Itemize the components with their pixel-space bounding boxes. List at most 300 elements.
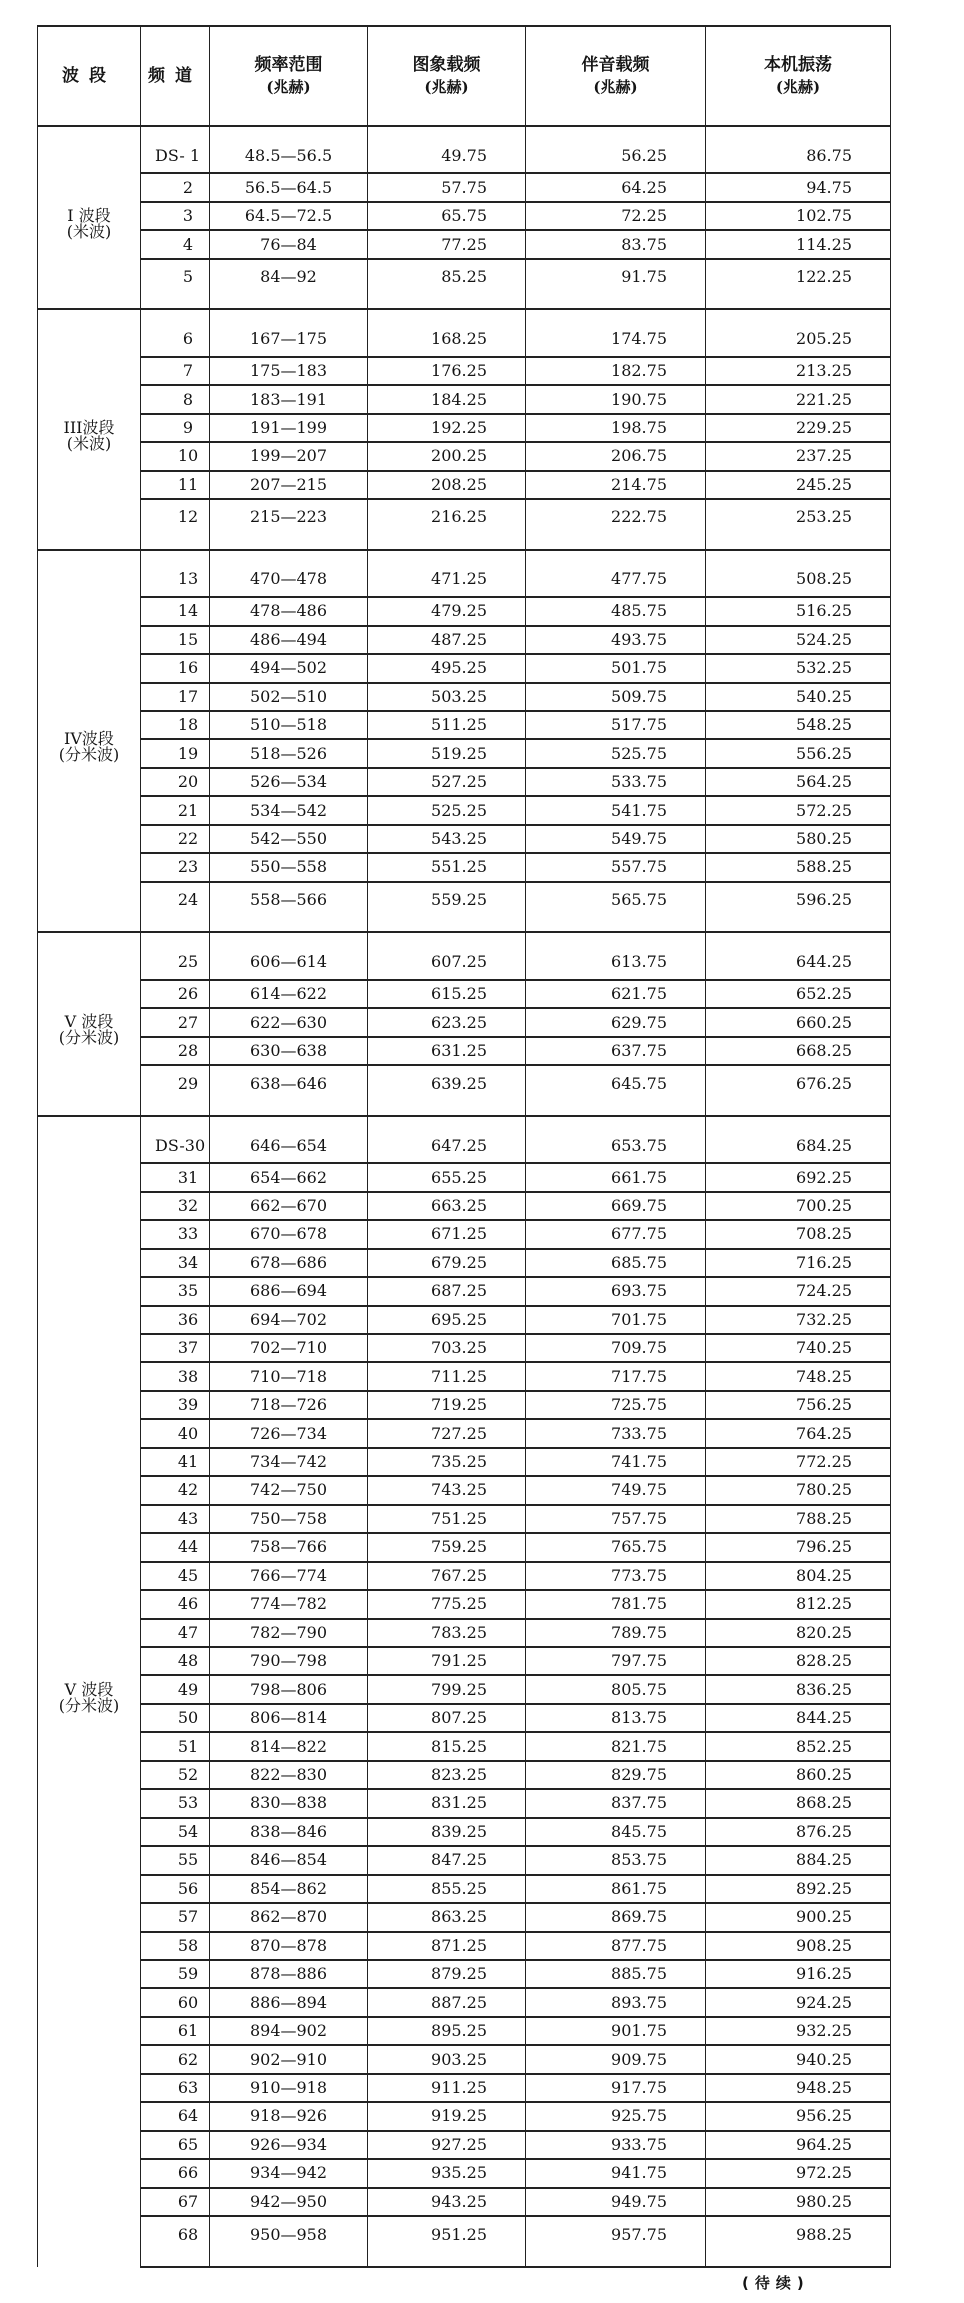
local-oscillator-cell: 924.25: [706, 1988, 891, 2016]
frequency-range-cell: 558—566: [210, 882, 368, 933]
channel-cell: 48: [141, 1647, 210, 1675]
picture-carrier-cell: 479.25: [368, 597, 526, 625]
frequency-range-cell: 56.5—64.5: [210, 173, 368, 201]
band-name: IV波段: [64, 729, 114, 749]
table-row: [38, 1789, 891, 1817]
channel-cell: 23: [141, 853, 210, 881]
channel-cell: DS- 1: [141, 126, 210, 173]
local-oscillator-cell: 748.25: [706, 1362, 891, 1390]
channel-cell: 13: [141, 550, 210, 597]
local-oscillator-cell: 820.25: [706, 1619, 891, 1647]
local-oscillator-cell: 852.25: [706, 1732, 891, 1760]
frequency-range-cell: 806—814: [210, 1704, 368, 1732]
local-oscillator-cell: 516.25: [706, 597, 891, 625]
channel-cell: 16: [141, 654, 210, 682]
channel-cell: 34: [141, 1249, 210, 1277]
band-wave-type: (米波): [66, 221, 112, 241]
frequency-range-cell: 750—758: [210, 1505, 368, 1533]
local-oscillator-cell: 892.25: [706, 1875, 891, 1903]
local-oscillator-cell: 844.25: [706, 1704, 891, 1732]
channel-cell: 31: [141, 1163, 210, 1191]
channel-cell: 64: [141, 2102, 210, 2130]
table-row: [38, 1163, 891, 1191]
header-band: 波段: [38, 26, 141, 126]
sound-carrier-cell: 493.75: [526, 626, 706, 654]
picture-carrier-cell: 759.25: [368, 1533, 526, 1561]
table-row: [38, 2159, 891, 2187]
picture-carrier-cell: 607.25: [368, 932, 526, 979]
frequency-range-cell: 76—84: [210, 230, 368, 258]
local-oscillator-cell: 245.25: [706, 471, 891, 499]
picture-carrier-cell: 85.25: [368, 259, 526, 310]
table-row: [38, 1590, 891, 1618]
sound-carrier-cell: 557.75: [526, 853, 706, 881]
local-oscillator-cell: 122.25: [706, 259, 891, 310]
table-row: [38, 683, 891, 711]
channel-cell: 59: [141, 1960, 210, 1988]
picture-carrier-cell: 839.25: [368, 1818, 526, 1846]
picture-carrier-cell: 77.25: [368, 230, 526, 258]
header-channel: 频道: [141, 26, 210, 126]
band-label: [38, 309, 141, 549]
band-label: [38, 932, 141, 1115]
table-row: [38, 2102, 891, 2130]
picture-carrier-cell: 727.25: [368, 1419, 526, 1447]
picture-carrier-cell: 855.25: [368, 1875, 526, 1903]
header-frequency-range: 频率范围 (兆赫): [210, 26, 368, 126]
channel-cell: 56: [141, 1875, 210, 1903]
band-group: [38, 932, 891, 1115]
sound-carrier-cell: 813.75: [526, 1704, 706, 1732]
sound-carrier-cell: 789.75: [526, 1619, 706, 1647]
picture-carrier-cell: 615.25: [368, 980, 526, 1008]
sound-carrier-cell: 733.75: [526, 1419, 706, 1447]
frequency-range-cell: 662—670: [210, 1192, 368, 1220]
picture-carrier-cell: 887.25: [368, 1988, 526, 2016]
frequency-range-cell: 175—183: [210, 357, 368, 385]
sound-carrier-cell: 845.75: [526, 1818, 706, 1846]
picture-carrier-cell: 695.25: [368, 1306, 526, 1334]
local-oscillator-cell: 956.25: [706, 2102, 891, 2130]
picture-carrier-cell: 527.25: [368, 768, 526, 796]
frequency-range-cell: 902—910: [210, 2045, 368, 2073]
frequency-range-cell: 526—534: [210, 768, 368, 796]
picture-carrier-cell: 49.75: [368, 126, 526, 173]
frequency-range-cell: 622—630: [210, 1008, 368, 1036]
local-oscillator-cell: 948.25: [706, 2074, 891, 2102]
sound-carrier-cell: 613.75: [526, 932, 706, 979]
table-row: [38, 2188, 891, 2216]
channel-cell: 39: [141, 1391, 210, 1419]
picture-carrier-cell: 903.25: [368, 2045, 526, 2073]
local-oscillator-cell: 114.25: [706, 230, 891, 258]
sound-carrier-cell: 222.75: [526, 499, 706, 550]
channel-cell: 61: [141, 2017, 210, 2045]
table-row: [38, 1818, 891, 1846]
frequency-range-cell: 199—207: [210, 442, 368, 470]
channel-cell: 21: [141, 796, 210, 824]
frequency-range-cell: 510—518: [210, 711, 368, 739]
frequency-range-cell: 191—199: [210, 414, 368, 442]
table-row: [38, 1619, 891, 1647]
picture-carrier-cell: 184.25: [368, 385, 526, 413]
table-row: [38, 1448, 891, 1476]
picture-carrier-cell: 743.25: [368, 1476, 526, 1504]
picture-carrier-cell: 703.25: [368, 1334, 526, 1362]
channel-cell: 53: [141, 1789, 210, 1817]
picture-carrier-cell: 735.25: [368, 1448, 526, 1476]
picture-carrier-cell: 911.25: [368, 2074, 526, 2102]
table-row: [38, 414, 891, 442]
frequency-range-cell: 822—830: [210, 1761, 368, 1789]
table-row: [38, 442, 891, 470]
sound-carrier-cell: 693.75: [526, 1277, 706, 1305]
table-row: [38, 259, 891, 310]
sound-carrier-cell: 933.75: [526, 2131, 706, 2159]
picture-carrier-cell: 767.25: [368, 1562, 526, 1590]
table-row: [38, 126, 891, 173]
channel-cell: 68: [141, 2216, 210, 2267]
local-oscillator-cell: 237.25: [706, 442, 891, 470]
picture-carrier-cell: 192.25: [368, 414, 526, 442]
sound-carrier-cell: 72.25: [526, 202, 706, 230]
table-row: [38, 1008, 891, 1036]
local-oscillator-cell: 788.25: [706, 1505, 891, 1533]
sound-carrier-cell: 669.75: [526, 1192, 706, 1220]
header-row: [38, 26, 891, 126]
channel-cell: 2: [141, 173, 210, 201]
local-oscillator-cell: 205.25: [706, 309, 891, 356]
sound-carrier-cell: 485.75: [526, 597, 706, 625]
sound-carrier-cell: 885.75: [526, 1960, 706, 1988]
frequency-range-cell: 766—774: [210, 1562, 368, 1590]
sound-carrier-cell: 525.75: [526, 739, 706, 767]
table-row: [38, 1704, 891, 1732]
sound-carrier-cell: 190.75: [526, 385, 706, 413]
frequency-range-cell: 838—846: [210, 1818, 368, 1846]
table-row: [38, 173, 891, 201]
picture-carrier-cell: 208.25: [368, 471, 526, 499]
table-row: [38, 2017, 891, 2045]
table-row: [38, 1675, 891, 1703]
table-row: [38, 357, 891, 385]
frequency-range-cell: 494—502: [210, 654, 368, 682]
local-oscillator-cell: 596.25: [706, 882, 891, 933]
sound-carrier-cell: 214.75: [526, 471, 706, 499]
picture-carrier-cell: 751.25: [368, 1505, 526, 1533]
table-row: [38, 550, 891, 597]
frequency-range-cell: 686—694: [210, 1277, 368, 1305]
frequency-range-cell: 215—223: [210, 499, 368, 550]
local-oscillator-cell: 644.25: [706, 932, 891, 979]
band-group: [38, 309, 891, 549]
band-wave-type: (分米波): [58, 1695, 120, 1715]
frequency-range-cell: 790—798: [210, 1647, 368, 1675]
frequency-range-cell: 646—654: [210, 1116, 368, 1163]
sound-carrier-cell: 533.75: [526, 768, 706, 796]
table-row: [38, 1277, 891, 1305]
channel-cell: 46: [141, 1590, 210, 1618]
frequency-range-cell: 654—662: [210, 1163, 368, 1191]
sound-carrier-cell: 709.75: [526, 1334, 706, 1362]
local-oscillator-cell: 916.25: [706, 1960, 891, 1988]
picture-carrier-cell: 783.25: [368, 1619, 526, 1647]
channel-cell: 42: [141, 1476, 210, 1504]
local-oscillator-cell: 668.25: [706, 1037, 891, 1065]
local-oscillator-cell: 884.25: [706, 1846, 891, 1874]
band-group: [38, 550, 891, 933]
sound-carrier-cell: 949.75: [526, 2188, 706, 2216]
channel-cell: 49: [141, 1675, 210, 1703]
local-oscillator-cell: 556.25: [706, 739, 891, 767]
channel-cell: 8: [141, 385, 210, 413]
band-name: III波段: [63, 417, 115, 437]
sound-carrier-cell: 829.75: [526, 1761, 706, 1789]
local-oscillator-cell: 828.25: [706, 1647, 891, 1675]
local-oscillator-cell: 692.25: [706, 1163, 891, 1191]
channel-cell: 55: [141, 1846, 210, 1874]
local-oscillator-cell: 780.25: [706, 1476, 891, 1504]
sound-carrier-cell: 56.25: [526, 126, 706, 173]
frequency-range-cell: 84—92: [210, 259, 368, 310]
band-label: [38, 126, 141, 309]
channel-cell: 11: [141, 471, 210, 499]
frequency-range-cell: 758—766: [210, 1533, 368, 1561]
frequency-range-cell: 934—942: [210, 2159, 368, 2187]
local-oscillator-cell: 540.25: [706, 683, 891, 711]
band-name: V 波段: [64, 1679, 114, 1699]
picture-carrier-cell: 823.25: [368, 1761, 526, 1789]
frequency-range-cell: 942—950: [210, 2188, 368, 2216]
sound-carrier-cell: 877.75: [526, 1932, 706, 1960]
sound-carrier-cell: 653.75: [526, 1116, 706, 1163]
local-oscillator-cell: 900.25: [706, 1903, 891, 1931]
table-row: [38, 1732, 891, 1760]
local-oscillator-cell: 836.25: [706, 1675, 891, 1703]
sound-carrier-cell: 941.75: [526, 2159, 706, 2187]
picture-carrier-cell: 543.25: [368, 825, 526, 853]
sound-carrier-cell: 725.75: [526, 1391, 706, 1419]
picture-carrier-cell: 879.25: [368, 1960, 526, 1988]
frequency-range-cell: 870—878: [210, 1932, 368, 1960]
table-row: [38, 1065, 891, 1116]
channel-cell: 15: [141, 626, 210, 654]
local-oscillator-cell: 708.25: [706, 1220, 891, 1248]
frequency-range-cell: 886—894: [210, 1988, 368, 2016]
frequency-range-cell: 918—926: [210, 2102, 368, 2130]
sound-carrier-cell: 645.75: [526, 1065, 706, 1116]
local-oscillator-cell: 756.25: [706, 1391, 891, 1419]
picture-carrier-cell: 200.25: [368, 442, 526, 470]
band-group: [38, 1116, 891, 2267]
channel-cell: 10: [141, 442, 210, 470]
sound-carrier-cell: 182.75: [526, 357, 706, 385]
frequency-range-cell: 518—526: [210, 739, 368, 767]
table-row: [38, 1505, 891, 1533]
sound-carrier-cell: 501.75: [526, 654, 706, 682]
picture-carrier-cell: 519.25: [368, 739, 526, 767]
channel-cell: 19: [141, 739, 210, 767]
frequency-range-cell: 894—902: [210, 2017, 368, 2045]
sound-carrier-cell: 749.75: [526, 1476, 706, 1504]
picture-carrier-cell: 559.25: [368, 882, 526, 933]
table-row: [38, 1306, 891, 1334]
band-wave-type: (分米波): [58, 745, 120, 765]
local-oscillator-cell: 229.25: [706, 414, 891, 442]
local-oscillator-cell: 724.25: [706, 1277, 891, 1305]
sound-carrier-cell: 83.75: [526, 230, 706, 258]
table-row: [38, 1562, 891, 1590]
frequency-range-cell: 726—734: [210, 1419, 368, 1447]
channel-cell: 25: [141, 932, 210, 979]
local-oscillator-cell: 876.25: [706, 1818, 891, 1846]
picture-carrier-cell: 623.25: [368, 1008, 526, 1036]
picture-carrier-cell: 919.25: [368, 2102, 526, 2130]
channel-cell: 22: [141, 825, 210, 853]
local-oscillator-cell: 548.25: [706, 711, 891, 739]
channel-cell: 66: [141, 2159, 210, 2187]
picture-carrier-cell: 687.25: [368, 1277, 526, 1305]
sound-carrier-cell: 853.75: [526, 1846, 706, 1874]
local-oscillator-cell: 660.25: [706, 1008, 891, 1036]
local-oscillator-cell: 964.25: [706, 2131, 891, 2159]
table-row: [38, 1037, 891, 1065]
band-label: [38, 550, 141, 933]
table-row: [38, 1647, 891, 1675]
frequency-range-cell: 606—614: [210, 932, 368, 979]
channel-cell: 3: [141, 202, 210, 230]
header-local-oscillator: 本机振荡 (兆赫): [706, 26, 891, 126]
local-oscillator-cell: 812.25: [706, 1590, 891, 1618]
table-row: [38, 1220, 891, 1248]
channel-cell: 17: [141, 683, 210, 711]
sound-carrier-cell: 717.75: [526, 1362, 706, 1390]
picture-carrier-cell: 65.75: [368, 202, 526, 230]
picture-carrier-cell: 711.25: [368, 1362, 526, 1390]
picture-carrier-cell: 871.25: [368, 1932, 526, 1960]
picture-carrier-cell: 807.25: [368, 1704, 526, 1732]
band-wave-type: (分米波): [58, 1028, 120, 1048]
sound-carrier-cell: 821.75: [526, 1732, 706, 1760]
sound-carrier-cell: 64.25: [526, 173, 706, 201]
frequency-range-cell: 742—750: [210, 1476, 368, 1504]
picture-carrier-cell: 791.25: [368, 1647, 526, 1675]
sound-carrier-cell: 917.75: [526, 2074, 706, 2102]
frequency-range-cell: 774—782: [210, 1590, 368, 1618]
frequency-range-cell: 183—191: [210, 385, 368, 413]
channel-cell: 32: [141, 1192, 210, 1220]
table-row: [38, 1391, 891, 1419]
table-row: [38, 1192, 891, 1220]
picture-carrier-cell: 847.25: [368, 1846, 526, 1874]
channel-cell: 44: [141, 1533, 210, 1561]
local-oscillator-cell: 676.25: [706, 1065, 891, 1116]
sound-carrier-cell: 198.75: [526, 414, 706, 442]
table-row: [38, 1533, 891, 1561]
frequency-range-cell: 814—822: [210, 1732, 368, 1760]
table-row: [38, 1249, 891, 1277]
table-row: [38, 768, 891, 796]
frequency-range-cell: 64.5—72.5: [210, 202, 368, 230]
sound-carrier-cell: 477.75: [526, 550, 706, 597]
channel-cell: 54: [141, 1818, 210, 1846]
channel-cell: 26: [141, 980, 210, 1008]
local-oscillator-cell: 804.25: [706, 1562, 891, 1590]
channel-cell: 5: [141, 259, 210, 310]
channel-cell: 33: [141, 1220, 210, 1248]
frequency-range-cell: 542—550: [210, 825, 368, 853]
sound-carrier-cell: 685.75: [526, 1249, 706, 1277]
sound-carrier-cell: 509.75: [526, 683, 706, 711]
channel-cell: 38: [141, 1362, 210, 1390]
local-oscillator-cell: 684.25: [706, 1116, 891, 1163]
sound-carrier-cell: 861.75: [526, 1875, 706, 1903]
frequency-range-cell: 502—510: [210, 683, 368, 711]
table-row: [38, 796, 891, 824]
sound-carrier-cell: 549.75: [526, 825, 706, 853]
sound-carrier-cell: 781.75: [526, 1590, 706, 1618]
table-row: [38, 932, 891, 979]
frequency-range-cell: 782—790: [210, 1619, 368, 1647]
sound-carrier-cell: 909.75: [526, 2045, 706, 2073]
local-oscillator-cell: 860.25: [706, 1761, 891, 1789]
local-oscillator-cell: 700.25: [706, 1192, 891, 1220]
table-row: [38, 882, 891, 933]
channel-cell: 9: [141, 414, 210, 442]
channel-cell: 20: [141, 768, 210, 796]
frequency-range-cell: 718—726: [210, 1391, 368, 1419]
local-oscillator-cell: 588.25: [706, 853, 891, 881]
picture-carrier-cell: 495.25: [368, 654, 526, 682]
channel-cell: 57: [141, 1903, 210, 1931]
frequency-range-cell: 862—870: [210, 1903, 368, 1931]
sound-carrier-cell: 629.75: [526, 1008, 706, 1036]
picture-carrier-cell: 511.25: [368, 711, 526, 739]
frequency-range-cell: 710—718: [210, 1362, 368, 1390]
table-row: [38, 230, 891, 258]
local-oscillator-cell: 908.25: [706, 1932, 891, 1960]
local-oscillator-cell: 564.25: [706, 768, 891, 796]
frequency-range-cell: 167—175: [210, 309, 368, 356]
channel-cell: 4: [141, 230, 210, 258]
frequency-range-cell: 702—710: [210, 1334, 368, 1362]
frequency-range-cell: 630—638: [210, 1037, 368, 1065]
band-group: [38, 126, 891, 309]
frequency-range-cell: 846—854: [210, 1846, 368, 1874]
picture-carrier-cell: 176.25: [368, 357, 526, 385]
local-oscillator-cell: 253.25: [706, 499, 891, 550]
picture-carrier-cell: 647.25: [368, 1116, 526, 1163]
band-name: V 波段: [64, 1012, 114, 1032]
frequency-range-cell: 798—806: [210, 1675, 368, 1703]
frequency-range-cell: 950—958: [210, 2216, 368, 2267]
band-name: I 波段: [67, 205, 111, 225]
frequency-range-cell: 638—646: [210, 1065, 368, 1116]
table-row: [38, 1362, 891, 1390]
table-row: [38, 1476, 891, 1504]
frequency-range-cell: 694—702: [210, 1306, 368, 1334]
sound-carrier-cell: 925.75: [526, 2102, 706, 2130]
picture-carrier-cell: 679.25: [368, 1249, 526, 1277]
picture-carrier-cell: 663.25: [368, 1192, 526, 1220]
table-row: [38, 1761, 891, 1789]
channel-cell: 28: [141, 1037, 210, 1065]
frequency-range-cell: 48.5—56.5: [210, 126, 368, 173]
picture-carrier-cell: 471.25: [368, 550, 526, 597]
sound-carrier-cell: 869.75: [526, 1903, 706, 1931]
sound-carrier-cell: 91.75: [526, 259, 706, 310]
frequency-range-cell: 486—494: [210, 626, 368, 654]
